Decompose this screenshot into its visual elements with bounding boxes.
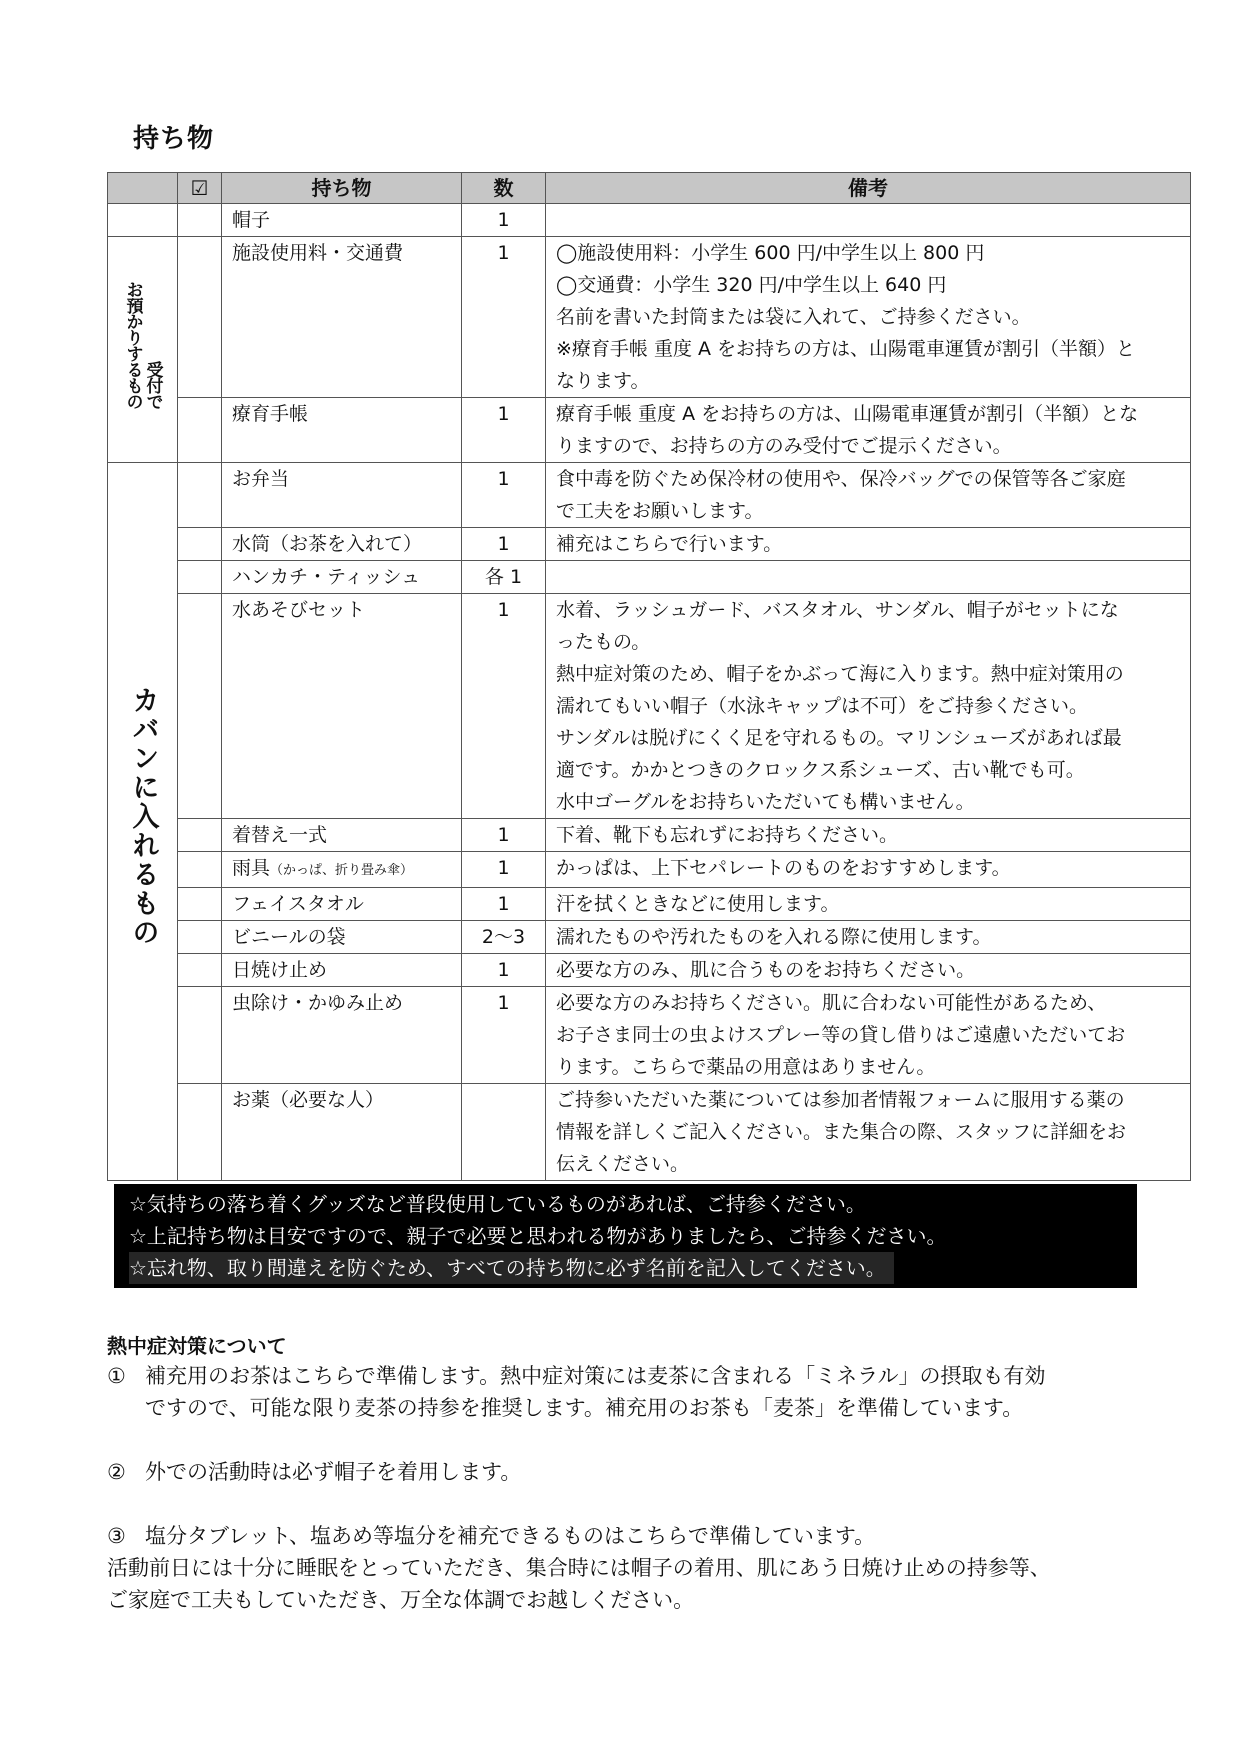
item-name: 着替え一式 — [222, 819, 462, 852]
item-notes — [546, 852, 1191, 888]
closing-line: ご家庭で工夫もしていただき、万全な体調でお越しください。 — [107, 1588, 695, 1612]
belongings-table — [107, 172, 1191, 1181]
checkbox-cell[interactable] — [178, 852, 222, 888]
note-line: 療育手帳 重度 A をお持ちの方は、山陽電車運賃が割引（半額）とな — [556, 403, 1139, 425]
note-line: 熱中症対策のため、帽子をかぶって海に入ります。熱中症対策用の — [556, 663, 1124, 685]
note-line: 情報を詳しくご記入ください。また集合の際、スタッフに詳細をお — [556, 1121, 1127, 1143]
note-line: ◯施設使用料：小学生 600 円/中学生以上 800 円 — [556, 242, 985, 264]
item-qty: 2～3 — [462, 921, 546, 954]
item-notes — [546, 819, 1191, 852]
table-row — [108, 852, 1191, 888]
group-cell-empty — [108, 204, 178, 237]
table-header-row — [108, 173, 1191, 204]
item-name: 虫除け・かゆみ止め — [222, 987, 462, 1084]
closing-line: 活動前日には十分に睡眠をとっていただき、集合時には帽子の着用、肌にあう日焼け止めの持参等、 — [107, 1556, 1051, 1580]
item-notes — [546, 528, 1191, 561]
notice-line: ☆気持ちの落ち着くグッズなど普段使用しているものがあれば、ご持参ください。 — [129, 1192, 866, 1216]
note-line: 汗を拭くときなどに使用します。 — [556, 893, 840, 915]
page-title: 持ち物 — [133, 124, 215, 154]
item-notes — [546, 204, 1191, 237]
table-row — [108, 398, 1191, 463]
note-line: 適です。かかとつきのクロックス系シューズ、古い靴でも可。 — [556, 759, 1085, 781]
heat-section-body — [107, 1360, 1207, 1616]
group-label-reception-sub: 受付で — [142, 360, 163, 409]
note-line: りますので、お持ちの方のみ受付でご提示ください。 — [556, 435, 1012, 457]
notice-box — [114, 1184, 1137, 1288]
heat-line: 外での活動時は必ず帽子を着用します。 — [145, 1460, 522, 1484]
item-name-text: 雨具 — [232, 857, 271, 879]
checkbox-cell[interactable] — [178, 921, 222, 954]
note-line: 濡れてもいい帽子（水泳キャップは不可）をご持参ください。 — [556, 695, 1089, 717]
note-line: ◯交通費：小学生 320 円/中学生以上 640 円 — [556, 274, 947, 296]
note-line: 水着、ラッシュガード、バスタオル、サンダル、帽子がセットにな — [556, 599, 1119, 621]
checkbox-cell[interactable] — [178, 528, 222, 561]
note-line: で工夫をお願いします。 — [556, 500, 764, 522]
notice-line: ☆忘れ物、取り間違えを防ぐため、すべての持ち物に必ず名前を記入してください。 — [129, 1252, 894, 1284]
header-check: ☑ — [178, 173, 222, 204]
item-number: ② — [107, 1460, 126, 1484]
note-line: 伝えください。 — [556, 1153, 690, 1175]
header-qty: 数 — [462, 173, 546, 204]
item-name: お弁当 — [222, 463, 462, 528]
header-group — [108, 173, 178, 204]
item-qty: 1 — [462, 888, 546, 921]
note-line: ったもの。 — [556, 631, 651, 653]
note-line: 補充はこちらで行います。 — [556, 533, 783, 555]
item-qty: 1 — [462, 852, 546, 888]
table-row — [108, 819, 1191, 852]
group-bag — [108, 463, 178, 1181]
item-notes — [546, 921, 1191, 954]
checkbox-cell[interactable] — [178, 237, 222, 398]
checkbox-cell[interactable] — [178, 594, 222, 819]
header-notes: 備考 — [546, 173, 1191, 204]
note-line: 必要な方のみお持ちください。肌に合わない可能性があるため、 — [556, 992, 1107, 1014]
note-line: ご持参いただいた薬については参加者情報フォームに服用する薬の — [556, 1089, 1125, 1111]
item-qty — [462, 1084, 546, 1181]
table-row — [108, 1084, 1191, 1181]
note-line: 下着、靴下も忘れずにお持ちください。 — [556, 824, 899, 846]
item-qty: 1 — [462, 987, 546, 1084]
checkbox-cell[interactable] — [178, 463, 222, 528]
table-row — [108, 528, 1191, 561]
item-name: 日焼け止め — [222, 954, 462, 987]
note-line: 必要な方のみ、肌に合うものをお持ちください。 — [556, 959, 976, 981]
checkbox-cell[interactable] — [178, 398, 222, 463]
item-name: 療育手帳 — [222, 398, 462, 463]
item-qty: 1 — [462, 398, 546, 463]
note-line: 名前を書いた封筒または袋に入れて、ご持参ください。 — [556, 306, 1031, 328]
item-qty: 1 — [462, 463, 546, 528]
heat-item-2 — [107, 1456, 1207, 1488]
item-notes — [546, 561, 1191, 594]
item-qty: 1 — [462, 819, 546, 852]
note-line: 食中毒を防ぐため保冷材の使用や、保冷バッグでの保管等各ご家庭 — [556, 468, 1126, 490]
item-qty: 1 — [462, 204, 546, 237]
item-name: 水あそびセット — [222, 594, 462, 819]
note-line: なります。 — [556, 370, 650, 392]
item-number: ③ — [107, 1524, 126, 1548]
table-row — [108, 204, 1191, 237]
item-name: ハンカチ・ティッシュ — [222, 561, 462, 594]
note-line: 濡れたものや汚れたものを入れる際に使用します。 — [556, 926, 992, 948]
note-line: かっぱは、上下セパレートのものをおすすめします。 — [556, 857, 1011, 879]
table-row — [108, 987, 1191, 1084]
table-row — [108, 463, 1191, 528]
notice-line: ☆上記持ち物は目安ですので、親子で必要と思われる物がありましたら、ご持参ください。 — [129, 1224, 947, 1248]
table-row — [108, 921, 1191, 954]
group-label-bag: カバンに入れるもの — [127, 686, 159, 947]
checkbox-cell[interactable] — [178, 888, 222, 921]
table-row — [108, 237, 1191, 398]
item-qty: 1 — [462, 954, 546, 987]
item-name: ビニールの袋 — [222, 921, 462, 954]
item-name — [222, 852, 462, 888]
heat-item-3 — [107, 1520, 1207, 1552]
heat-item-text — [145, 1360, 1045, 1424]
checkbox-cell[interactable] — [178, 204, 222, 237]
item-qty: 各 1 — [462, 561, 546, 594]
item-name: フェイスタオル — [222, 888, 462, 921]
checkbox-cell[interactable] — [178, 1084, 222, 1181]
item-qty: 1 — [462, 237, 546, 398]
item-name: 施設使用料・交通費 — [222, 237, 462, 398]
item-notes — [546, 594, 1191, 819]
heat-line: ですので、可能な限り麦茶の持参を推奨します。補充用のお茶も「麦茶」を準備しています。 — [145, 1396, 1024, 1420]
heat-line: 補充用のお茶はこちらで準備します。熱中症対策には麦茶に含まれる「ミネラル」の摂取も有効 — [145, 1364, 1046, 1388]
heat-section-title: 熱中症対策について — [107, 1334, 287, 1358]
table-row — [108, 594, 1191, 819]
checkbox-cell[interactable] — [178, 954, 222, 987]
item-name: 帽子 — [222, 204, 462, 237]
item-name: お薬（必要な人） — [222, 1084, 462, 1181]
table-row — [108, 888, 1191, 921]
item-notes — [546, 954, 1191, 987]
item-number: ① — [107, 1364, 126, 1388]
note-line: ります。こちらで薬品の用意はありません。 — [556, 1056, 936, 1078]
checkbox-cell[interactable] — [178, 561, 222, 594]
item-notes — [546, 888, 1191, 921]
item-name-note: （かっぱ、折り畳み傘） — [270, 863, 414, 878]
heat-line: 塩分タブレット、塩あめ等塩分を補充できるものはこちらで準備しています。 — [145, 1524, 876, 1548]
table-row — [108, 561, 1191, 594]
item-notes — [546, 463, 1191, 528]
table-row — [108, 954, 1191, 987]
heat-item-1 — [107, 1360, 1207, 1424]
note-line: 水中ゴーグルをお持ちいただいても構いません。 — [556, 791, 975, 813]
note-line: ※療育手帳 重度 A をお持ちの方は、山陽電車運賃が割引（半額）と — [556, 338, 1136, 360]
checkbox-cell[interactable] — [178, 819, 222, 852]
header-item: 持ち物 — [222, 173, 462, 204]
group-reception — [108, 237, 178, 463]
item-name: 水筒（お茶を入れて） — [222, 528, 462, 561]
checkbox-cell[interactable] — [178, 987, 222, 1084]
note-line: お子さま同士の虫よけスプレー等の貸し借りはご遠慮いただいてお — [556, 1024, 1126, 1046]
item-notes — [546, 398, 1191, 463]
item-qty: 1 — [462, 528, 546, 561]
group-label-reception: お預かりするもの — [122, 280, 143, 409]
item-qty: 1 — [462, 594, 546, 819]
item-notes — [546, 1084, 1191, 1181]
note-line: サンダルは脱げにくく足を守れるもの。マリンシューズがあれば最 — [556, 727, 1122, 749]
item-notes — [546, 237, 1191, 398]
item-notes — [546, 987, 1191, 1084]
